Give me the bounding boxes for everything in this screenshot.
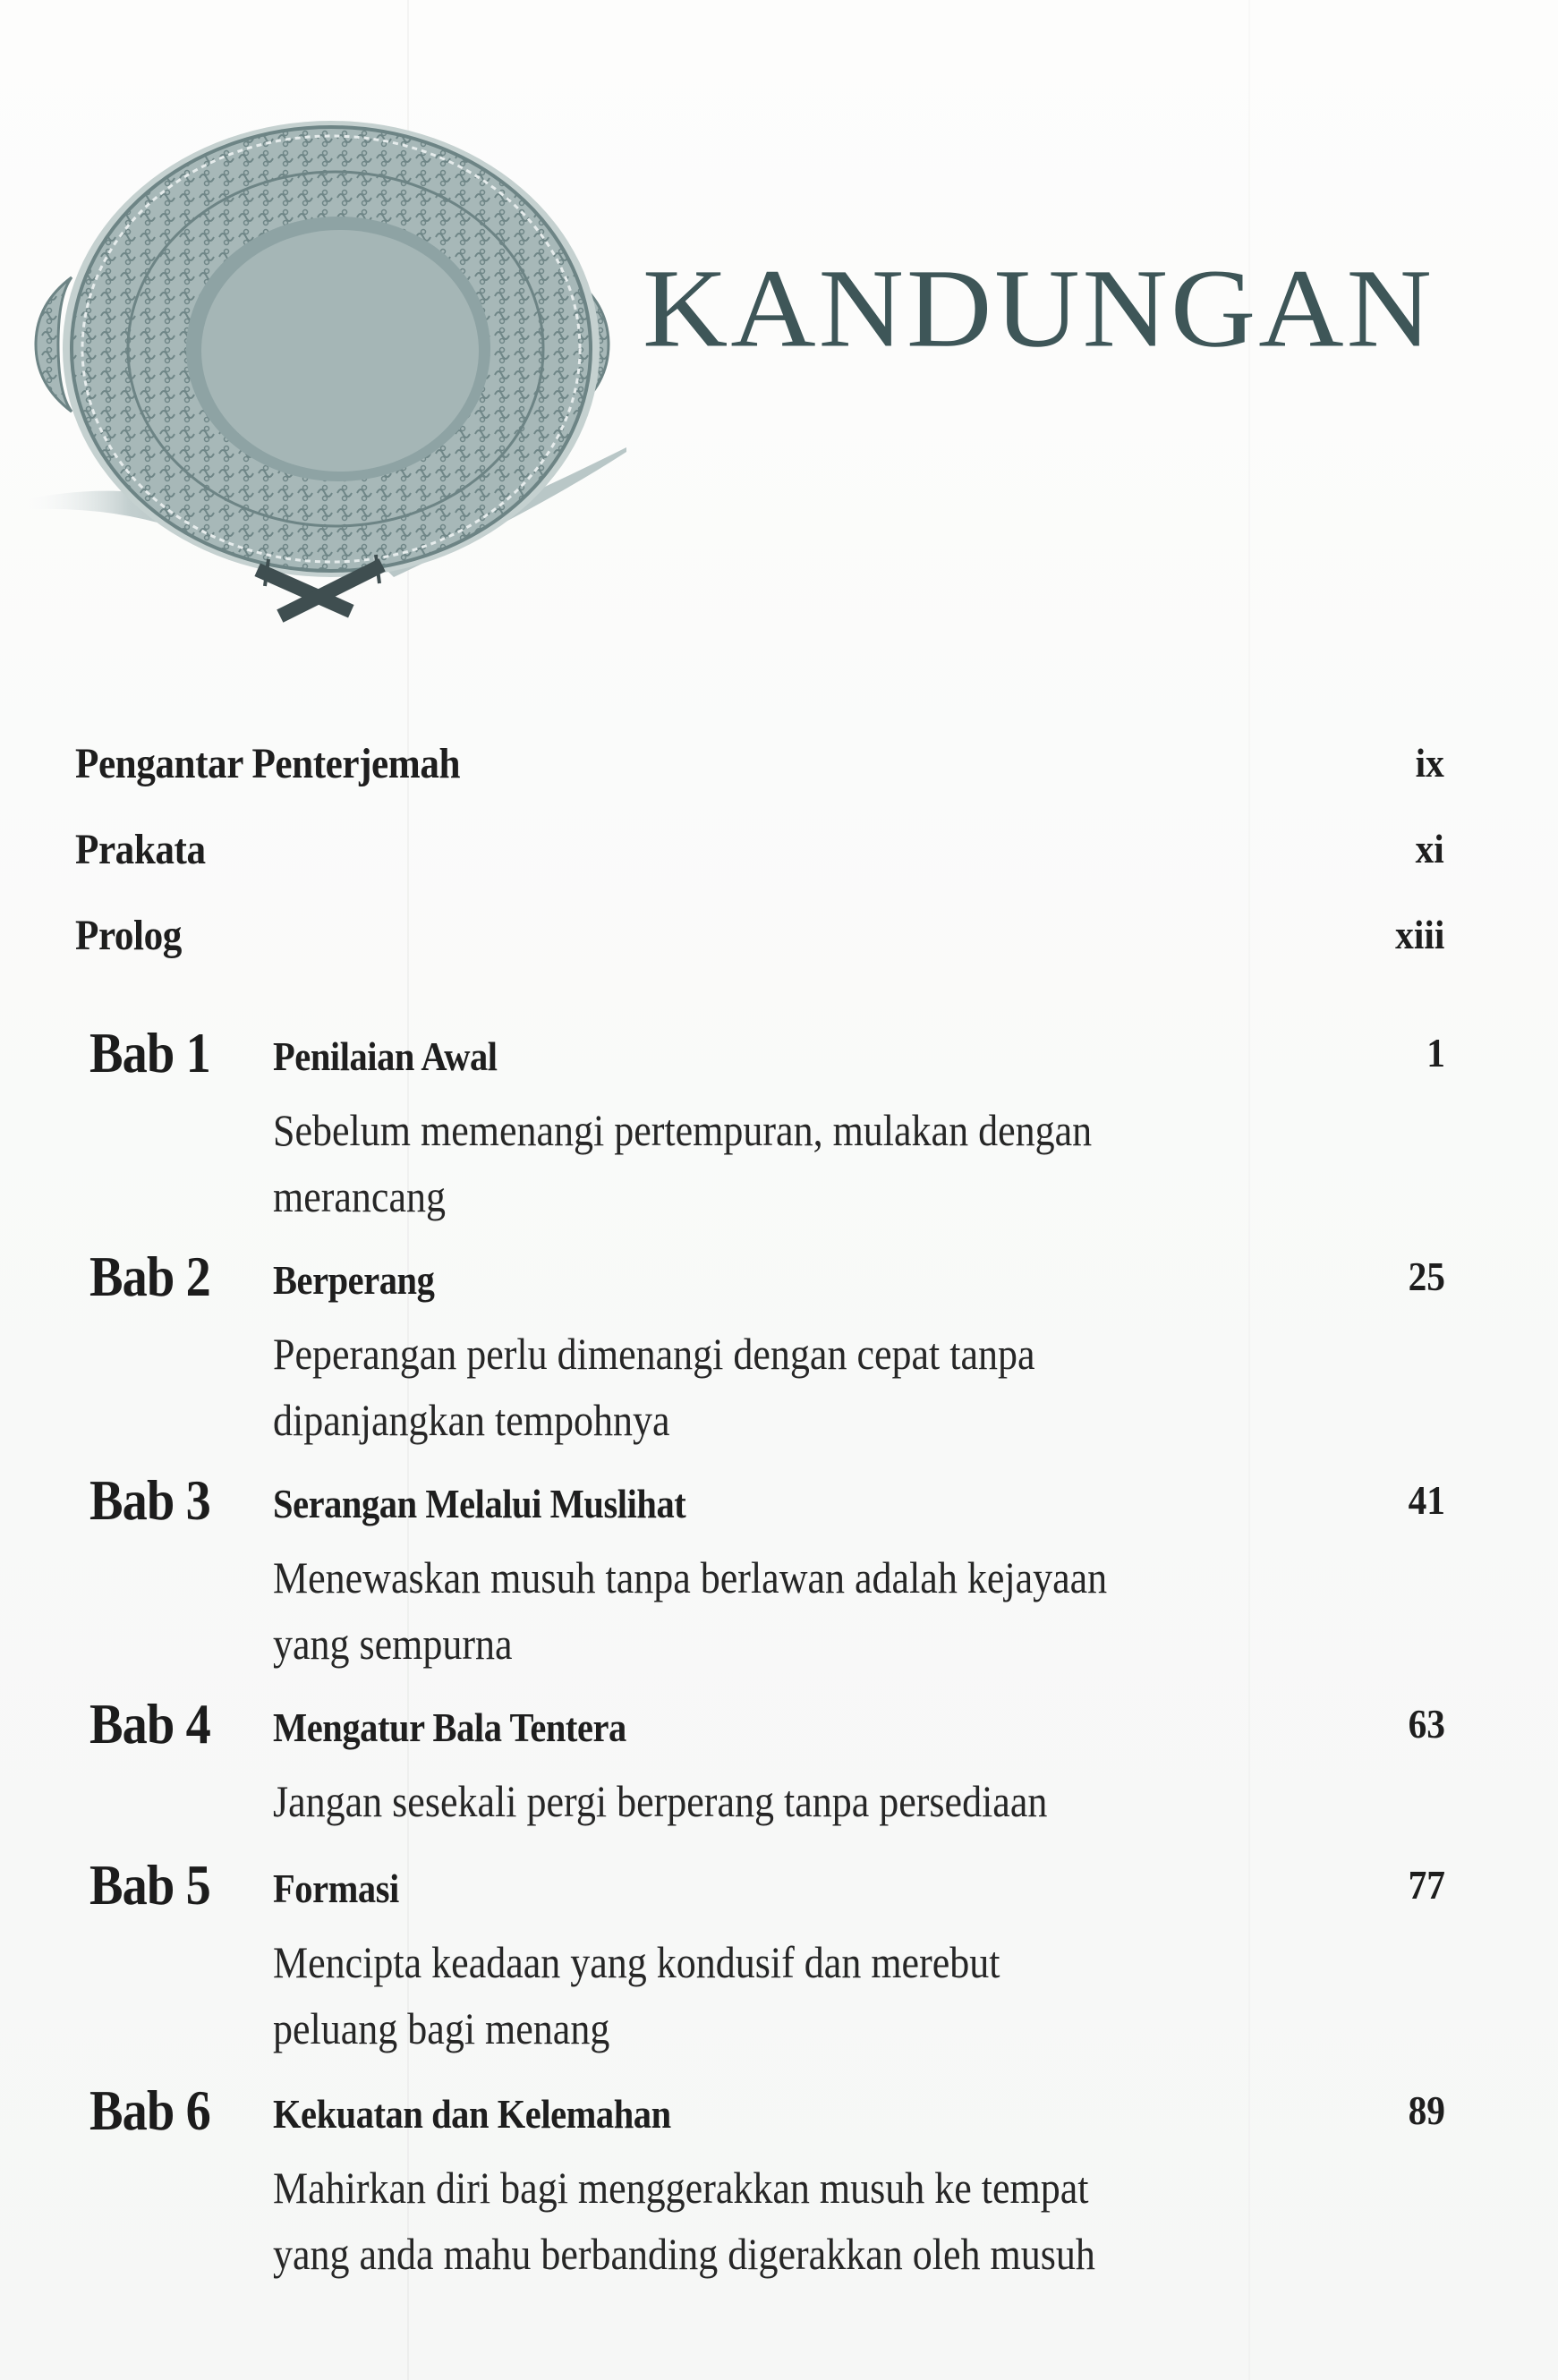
toc-chapter-entry[interactable] xyxy=(89,1691,1445,1834)
toc-entry-page-number: xi xyxy=(1415,826,1444,871)
toc-entry-page-number: xiii xyxy=(1394,912,1444,957)
chapter-description xyxy=(273,2155,1179,2287)
toc-entry-front-matter[interactable] xyxy=(75,739,1444,802)
chapter-title: Serangan Melalui Muslihat xyxy=(273,1481,686,1526)
toc-entry-label: Prakata xyxy=(75,826,206,873)
chapter-title: Berperang xyxy=(273,1257,435,1303)
toc-entry-front-matter[interactable] xyxy=(75,911,1444,973)
description-line: Sebelum memenangi pertempuran, mulakan dengan xyxy=(273,1105,1093,1155)
chapter-title: Mengatur Bala Tentera xyxy=(273,1704,626,1750)
description-line: yang anda mahu berbanding digerakkan oleh musuh xyxy=(273,2229,1095,2279)
chapter-page-number: 77 xyxy=(1408,1862,1445,1908)
chapter-number: Bab 5 xyxy=(89,1853,210,1917)
chapter-title: Kekuatan dan Kelemahan xyxy=(273,2091,671,2137)
chapter-description xyxy=(273,1768,1179,1834)
description-line: Mahirkan diri bagi menggerakkan musuh ke tempat xyxy=(273,2163,1089,2213)
description-line: Menewaskan musuh tanpa berlawan adalah kejayaan xyxy=(273,1552,1108,1602)
chapter-number: Bab 1 xyxy=(89,1021,210,1084)
page-title: KANDUNGAN xyxy=(643,245,1435,371)
toc-entry-front-matter[interactable] xyxy=(75,825,1444,888)
chapter-description xyxy=(273,1097,1179,1229)
chapter-title: Formasi xyxy=(273,1866,399,1911)
toc-entry-label: Pengantar Penterjemah xyxy=(75,740,461,787)
description-line: dipanjangkan tempohnya xyxy=(273,1395,670,1445)
chapter-page-number: 25 xyxy=(1408,1254,1445,1299)
description-line: Peperangan perlu dimenangi dengan cepat tanpa xyxy=(273,1329,1035,1379)
description-line: Jangan sesekali pergi berperang tanpa persediaan xyxy=(273,1776,1048,1826)
toc-chapter-entry[interactable] xyxy=(89,2078,1445,2287)
toc-entry-label: Prolog xyxy=(75,912,182,959)
description-line: merancang xyxy=(273,1171,446,1221)
toc-chapter-entry[interactable] xyxy=(89,1467,1445,1677)
chapter-description xyxy=(273,1929,1179,2061)
chapter-title: Penilaian Awal xyxy=(273,1033,498,1079)
toc-chapter-entry[interactable] xyxy=(89,1020,1445,1229)
chapter-number: Bab 2 xyxy=(89,1245,210,1308)
chapter-page-number: 41 xyxy=(1408,1477,1445,1523)
chapter-number: Bab 3 xyxy=(89,1468,210,1532)
toc-chapter-entry[interactable] xyxy=(89,1852,1445,2061)
toc-entry-page-number: ix xyxy=(1415,740,1444,786)
chapter-number: Bab 6 xyxy=(89,2078,210,2142)
toc-chapter-entry[interactable] xyxy=(89,1244,1445,1453)
chapter-description xyxy=(273,1321,1179,1453)
description-line: Mencipta keadaan yang kondusif dan merebut xyxy=(273,1937,1000,1987)
chapter-number: Bab 4 xyxy=(89,1692,210,1755)
description-line: peluang bagi menang xyxy=(273,2003,610,2053)
chapter-page-number: 1 xyxy=(1426,1030,1445,1075)
chapter-description xyxy=(273,1544,1179,1677)
chapter-page-number: 63 xyxy=(1408,1701,1445,1747)
chapter-page-number: 89 xyxy=(1408,2087,1445,2133)
description-line: yang sempurna xyxy=(273,1619,513,1669)
